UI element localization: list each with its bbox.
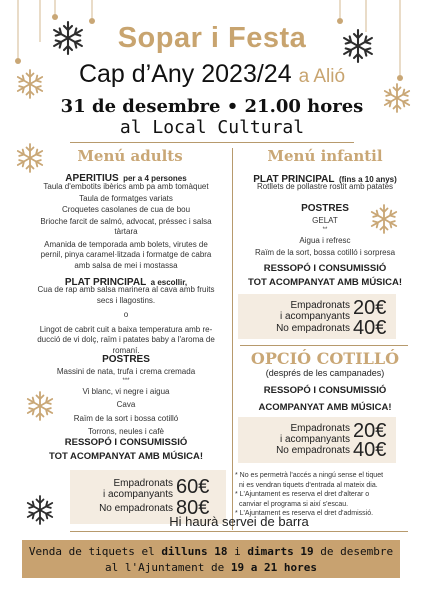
kids-principal-heading: PLAT PRINCIPAL (fins a 10 anys) (253, 174, 397, 185)
ticket-sale-info (22, 544, 400, 576)
list-item: Brioche farcit de salmó, advocat, préssec i salsa (40, 216, 212, 226)
list-item: Torrons, neules i cafè (87, 427, 165, 436)
kids-postres-heading: POSTRES (301, 203, 349, 214)
snowflake-icon (28, 496, 52, 524)
list-item: Taula de formatges variats (79, 193, 173, 203)
ornament-ball (52, 14, 58, 20)
adults-aperitius-list (20, 182, 232, 271)
list-item: Raïm de la sort i bossa cotilló (73, 413, 179, 423)
list-item: Raïm de la sort, bossa cotilló i sorpresa (254, 248, 396, 257)
event-subtitle (0, 60, 424, 89)
kids-postres-list (236, 216, 414, 259)
event-date: 31 de desembre • 21.00 hores (60, 96, 364, 117)
event-venue: al Local Cultural (119, 117, 305, 138)
cotillo-title: OPCIÓ COTILLÓ (250, 349, 400, 368)
bar-divider (70, 531, 408, 532)
list-item: Amanida de temporada amb bolets, virutes de (44, 239, 208, 249)
list-item: ** (322, 226, 328, 233)
kids-price-1: 20€ (353, 297, 387, 319)
note-line: ni es vendran tiquets d'entrada al mateix dia. (239, 481, 378, 489)
list-item: amb salsa de mei i mostassa (74, 260, 178, 270)
kids-menu-title: Menú infantil (267, 147, 383, 165)
list-item: *** (122, 377, 130, 384)
list-item: Vi blanc, vi negre i aigua (82, 386, 170, 396)
event-title: Sopar i Festa (117, 22, 307, 54)
event-year: Cap d’Any 2023/24 (78, 60, 292, 88)
list-item: Taula d'embotits ibèrics amb pa amb tomàquet (43, 182, 209, 191)
adults-ressopo: RESSOPÓ I CONSUMISSIÓ TOT ACOMPANYAT AMB MÚSICA! (48, 437, 204, 462)
kids-principal-item: Rotllets de pollastre rostit amb patates (256, 182, 394, 191)
adults-price-1: 60€ (176, 476, 210, 498)
cotillo-price-label-2: No empadronats (276, 445, 350, 456)
ticket-sale-line-2: al l'Ajuntament de 19 a 21 hores (105, 561, 317, 574)
kids-price-label-2: No empadronats (276, 323, 350, 334)
adults-aperitius-heading: APERITIUS per a 4 persones (65, 173, 187, 184)
adults-principal-heading: PLAT PRINCIPAL a escollir, (64, 277, 188, 288)
note-line: * No es permetrà l'accés a ningú sense el tiquet (235, 472, 384, 479)
list-item: o (123, 310, 129, 319)
list-item: Lingot de cabrit cuit a baixa temperatura amb re- (39, 324, 213, 334)
adults-principal-list (20, 285, 232, 356)
event-place: a Alió (298, 66, 346, 87)
adults-price-2: 80€ (176, 497, 210, 519)
cotillo-price-1: 20€ (353, 420, 387, 442)
list-item: tàrtara (114, 227, 138, 236)
list-item: pernil, pinya caramel·litzada i formatge de cabra (40, 250, 212, 259)
cotillo-price-label-1: Empadronats i acompanyants (279, 423, 350, 445)
header-divider (70, 142, 354, 143)
kids-price-label-1: Empadronats i acompanyants (279, 300, 350, 322)
list-item: Aigua i refresc (299, 235, 351, 245)
note-line: * L'Ajuntament es reserva el dret d'alterar o (235, 491, 370, 498)
note-line: * L'Ajuntament es reserva el dret d'admissió. (235, 510, 374, 517)
list-item: GELAT (312, 216, 338, 225)
adults-price-label-1: Empadronats i acompanyants (102, 478, 173, 500)
list-item: ducció de vi dolç, raïm i patates baby a l'aroma de (37, 335, 215, 344)
list-item: romaní. (112, 345, 140, 355)
list-item: Cava (116, 400, 136, 409)
list-item: Massini de nata, trufa i crema cremada (56, 367, 196, 376)
adults-menu-title: Menú adults (77, 147, 183, 165)
cotillo-ressopo: RESSOPÓ I CONSUMISSIÓ ACOMPANYAT AMB MÚSICA! (258, 385, 392, 413)
adults-postres-list (20, 367, 232, 438)
notes (235, 471, 415, 519)
bar-service: Hi haurà servei de barra (169, 514, 309, 529)
list-item: Cua de rap amb salsa marinera al cava amb fruits (37, 285, 215, 294)
kids-divider (240, 345, 408, 346)
adults-price-label-2: No empadronats (99, 503, 173, 514)
adults-postres-heading: POSTRES (102, 354, 150, 365)
ticket-sale-line-1: Venda de tiquets el dilluns 18 i dimarts 19 de desembre (28, 545, 394, 558)
note-line: canviar el programa si així s'escau. (239, 500, 349, 508)
cotillo-price-2: 40€ (353, 439, 387, 461)
list-item: Croquetes casolanes de cua de bou (61, 205, 191, 214)
column-divider (232, 148, 233, 530)
cotillo-subtitle: (després de les campanades) (265, 368, 385, 378)
list-item: secs i llagostins. (96, 295, 156, 305)
kids-price-2: 40€ (353, 317, 387, 339)
kids-ressopo: RESSOPÓ I CONSUMISSIÓ TOT ACOMPANYAT AMB MÚSICA! (247, 263, 403, 288)
